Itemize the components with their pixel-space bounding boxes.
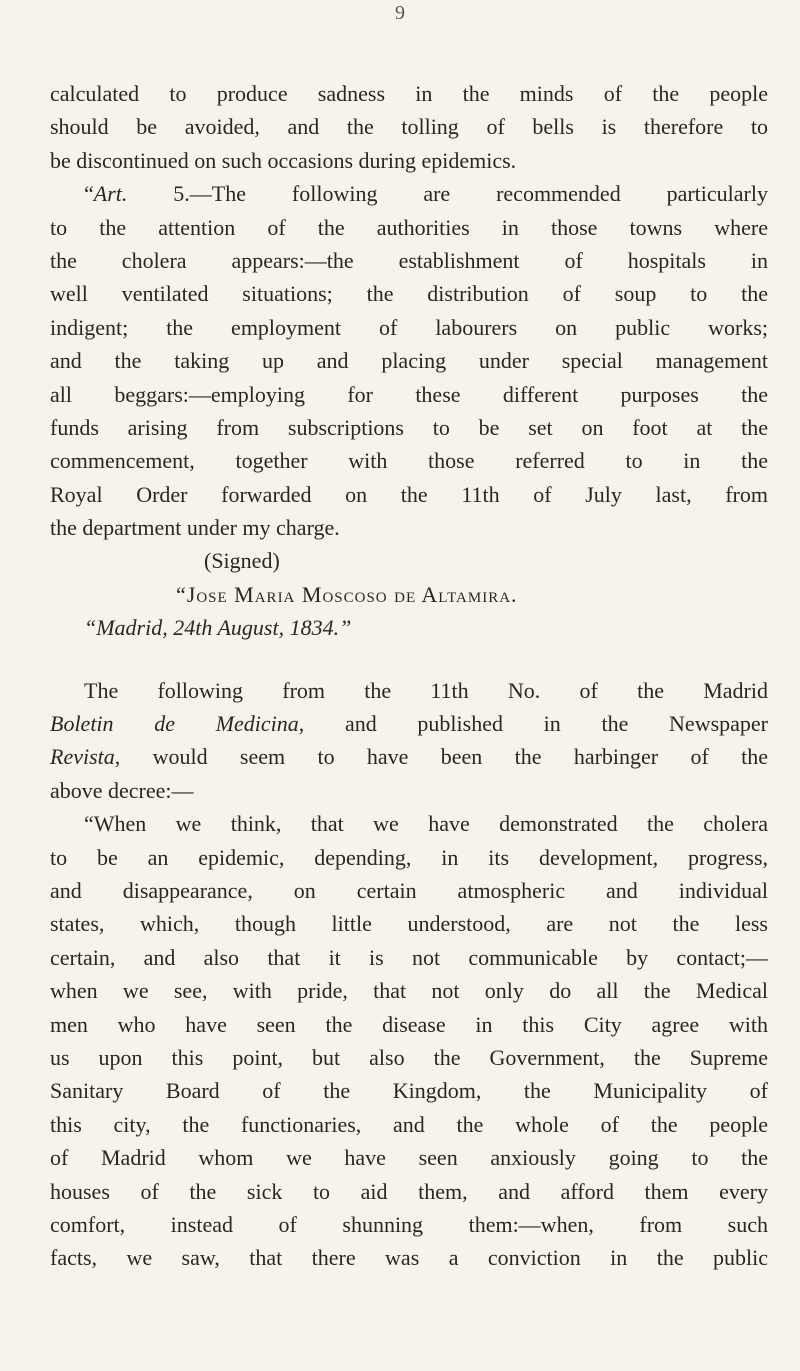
text-line: be discontinued on such occasions during epidemics.	[50, 147, 517, 173]
text-line: all beggars:—employing for these different purposes the	[50, 381, 768, 407]
text-line: facts, we saw, that there was a conviction in the public	[50, 1245, 768, 1271]
page-number: 9	[395, 2, 405, 24]
text-line: houses of the sick to aid them, and afford them every	[50, 1178, 768, 1204]
text-line: well ventilated situations; the distribution of soup to the	[50, 281, 768, 307]
text-line: Boletin de Medicina, and published in the Newspaper	[50, 711, 769, 737]
signed-label: (Signed)	[204, 548, 280, 574]
text-line: comfort, instead of shunning them:—when, from such	[50, 1211, 768, 1237]
text-line: to the attention of the authorities in those towns where	[50, 214, 768, 240]
text-line: “When we think, that we have demonstrated the cholera	[84, 811, 768, 837]
text-line: Royal Order forwarded on the 11th of July last, from	[50, 481, 768, 507]
text-line: above decree:—	[50, 777, 194, 803]
text-line: and disappearance, on certain atmospheric and individual	[50, 877, 768, 903]
text-line: calculated to produce sadness in the minds of the people	[50, 81, 768, 106]
article-5-heading-line: “Art. 5.—The following are recommended particularly	[84, 181, 768, 207]
text-line: certain, and also that it is not communicable by contact;—	[50, 944, 768, 970]
text-line: of Madrid whom we have seen anxiously going to the	[50, 1145, 768, 1171]
text-line: and the taking up and placing under special management	[50, 348, 768, 374]
text-line: the cholera appears:—the establishment of hospitals in	[50, 247, 768, 273]
text-line: Revista, would seem to have been the harbinger of the	[50, 744, 768, 770]
page-text	[50, 77, 768, 1275]
text-line: men who have seen the disease in this City agree with	[50, 1011, 768, 1037]
text-line: commencement, together with those referred to in the	[50, 448, 768, 474]
text-line: funds arising from subscriptions to be set on foot at the	[50, 414, 768, 440]
text-line: indigent; the employment of labourers on public works;	[50, 314, 768, 340]
text-line: the department under my charge.	[50, 515, 340, 541]
text-line: Sanitary Board of the Kingdom, the Municipality of	[50, 1078, 768, 1104]
text-line: us upon this point, but also the Government, the Supreme	[50, 1044, 768, 1070]
text-line: to be an epidemic, depending, in its development, progress,	[50, 844, 768, 870]
text-line: states, which, though little understood, are not the less	[50, 911, 768, 937]
text-line: when we see, with pride, that not only do all the Medical	[50, 978, 768, 1004]
text-line: should be avoided, and the tolling of bells is therefore to	[50, 114, 768, 140]
signature-date: “Madrid, 24th August, 1834.”	[84, 615, 352, 641]
text-line: this city, the functionaries, and the whole of the people	[50, 1111, 768, 1137]
signature-name: “Jose Maria Moscoso de Altamira.	[176, 581, 518, 607]
text-line: The following from the 11th No. of the Madrid	[84, 677, 768, 703]
paragraph-gap	[50, 645, 768, 674]
